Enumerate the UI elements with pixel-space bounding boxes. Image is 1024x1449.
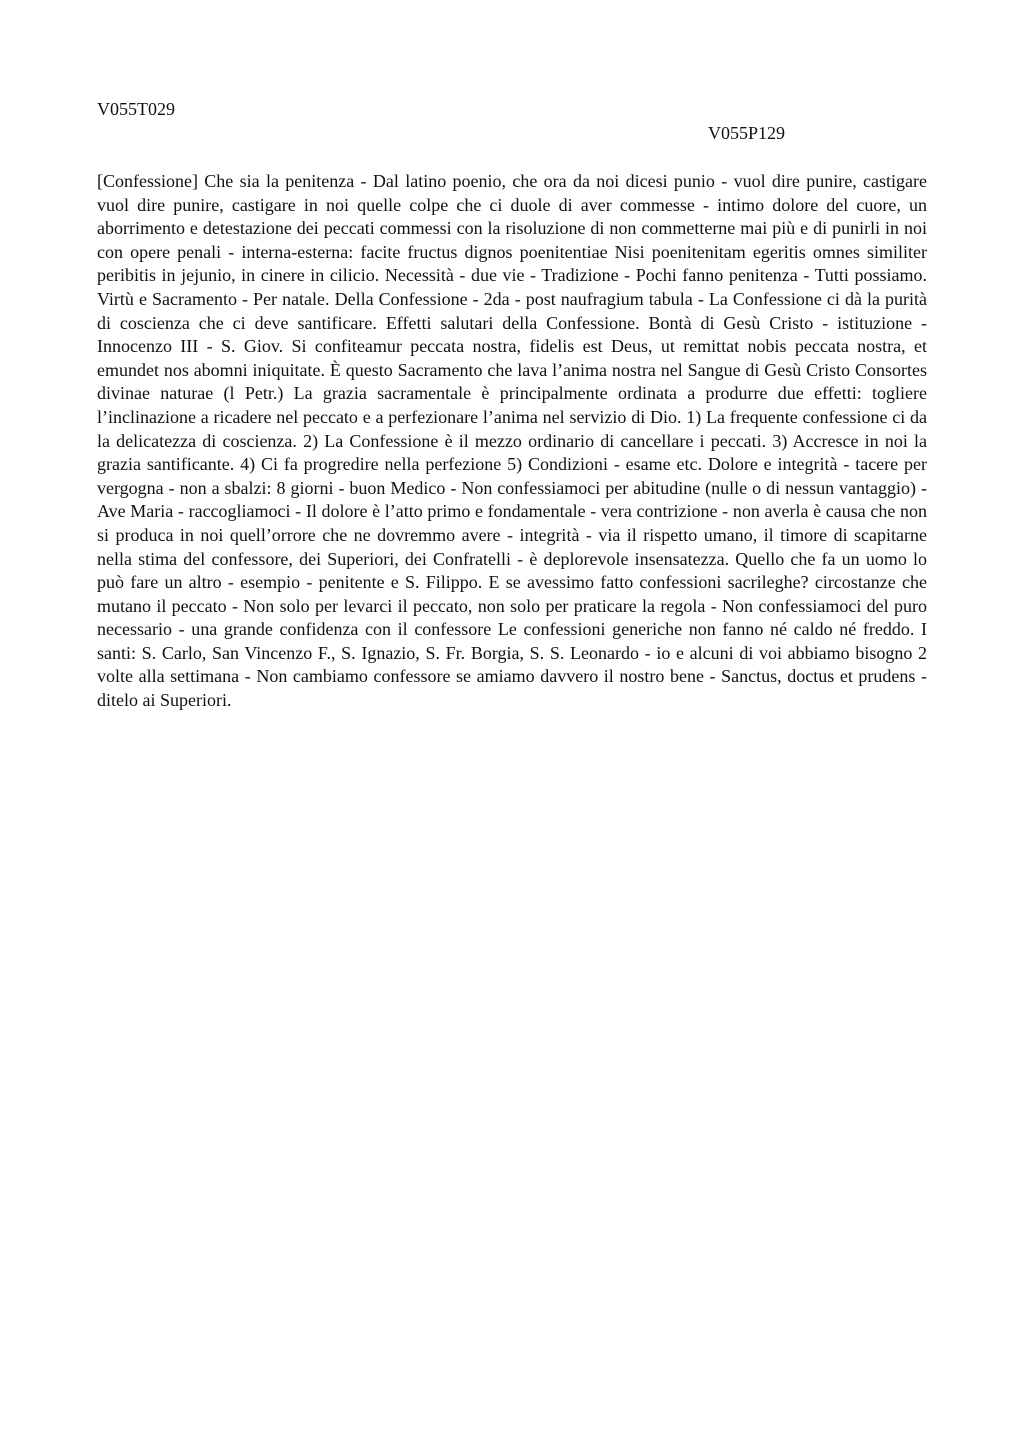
page-id: V055P129 <box>708 123 786 143</box>
body-paragraph: [Confessione] Che sia la penitenza - Dal latino poenio, che ora da noi dicesi punio - vuol dire punire, castigare vuol dire punire, castigare in noi quelle colpe che ci duole di aver commesse - intimo dolore del cuore, un aborrimento e detestazione dei peccati commessi con la risoluzione di non commetterne mai più e di punirli in noi con opere penali - interna-esterna: facite fructus dignos poenitentiae Nisi poenitenitam egeritis omnes similiter peribitis in jejunio, in cinere in cilicio. Necessità - due vie - Tradizione - Pochi fanno penitenza - Tutti possiamo. Virtù e Sacramento - Per natale. Della Confessione - 2da - post naufragium tabula - La Confessione ci dà la purità di coscienza che ci deve santificare. Effetti salutari della Confessione. Bontà di Gesù Cristo - istituzione - Innocenzo III - S. Giov. Si confiteamur peccata nostra, fidelis est Deus, ut remittat nobis peccata nostra, et emundet nos abomni iniquitate. È questo Sacramento che lava l’anima nostra nel Sangue di Gesù Cristo Consortes divinae naturae (l Petr.) La grazia sacramentale è principalmente ordinata a produrre due effetti: togliere l’inclinazione a ricadere nel peccato e a perfezionare l’anima nel servizio di Dio. 1) La frequente confessione ci da la delicatezza di coscienza. 2) La Confessione è il mezzo ordinario di cancellare i peccati. 3) Accresce in noi la grazia santificante. 4) Ci fa progredire nella perfezione 5) Condizioni - esame etc. Dolore e integrità - tacere per vergogna - non a sbalzi: 8 giorni - buon Medico - Non confessiamoci per abitudine (nulle o di nessun vantaggio) - Ave Maria - raccogliamoci - Il dolore è l’atto primo e fondamentale - vera contrizione - non averla è causa che non si produca in noi quell’orrore che ne dovremmo avere - integrità - via il rispetto umano, il timore di scapitarne nella stima del confessore, dei Superiori, dei Confratelli - è deplorevole insensatezza. Quello che fa un uomo lo può fare un altro - esempio - penitente e S. Filippo. E se avessimo fatto confessioni sacrileghe? circostanze che mutano il peccato - Non solo per levarci il peccato, non solo per praticare la regola - Non confessiamoci del puro necessario - una grande confidenza con il confessore Le confessioni generiche non fanno né caldo né freddo. I santi: S. Carlo, San Vincenzo F., S. Ignazio, S. Fr. Borgia, S. S. Leonardo - io e alcuni di voi abbiamo bisogno 2 volte alla settimana - Non cambiamo confessore se amiamo davvero il nostro bene - Sanctus, doctus et prudens - ditelo ai Superiori. <box>97 171 927 711</box>
document-id: V055T029 <box>97 99 175 119</box>
